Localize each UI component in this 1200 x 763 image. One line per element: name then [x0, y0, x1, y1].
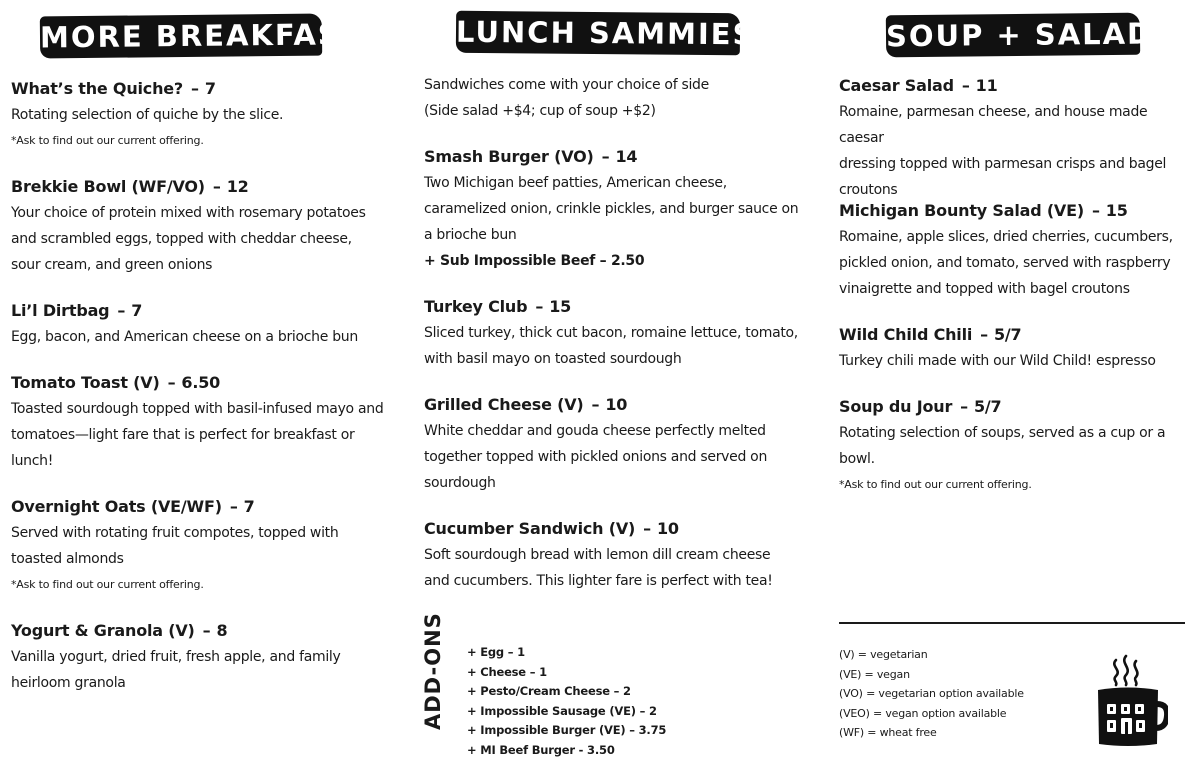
menu-item-brekkie-bowl	[11, 174, 391, 278]
item-name: Turkey Club	[424, 297, 528, 316]
item-description: Sliced turkey, thick cut bacon, romaine lettuce, tomato,	[424, 325, 798, 341]
addon-item: + Egg – 1	[467, 645, 525, 659]
menu-item-soup-du-jour	[839, 394, 1189, 493]
soup-salad-heading: SOUP + SALAD	[886, 13, 1140, 58]
item-name: Grilled Cheese (V)	[424, 395, 584, 414]
item-title: Caesar Salad – 11	[839, 76, 998, 95]
item-description: Rotating selection of soups, served as a cup or a bowl.	[839, 425, 1166, 467]
item-price: 6.50	[181, 373, 221, 392]
item-price: 7	[204, 79, 216, 98]
item-description: and scrambled eggs, topped with cheddar cheese,	[11, 231, 352, 247]
item-description: and cucumbers. This lighter fare is perfect with tea!	[424, 573, 773, 589]
item-price: 7	[243, 497, 255, 516]
item-note: *Ask to find out our current offering.	[839, 478, 1032, 491]
legend-entry: (VEO) = vegan option available	[839, 706, 1007, 720]
item-description: lunch!	[11, 453, 54, 469]
item-title: Grilled Cheese (V) – 10	[424, 395, 628, 414]
item-description: White cheddar and gouda cheese perfectly melted	[424, 423, 766, 439]
item-price: 11	[975, 76, 998, 95]
item-title: Yogurt & Granola (V) – 8	[11, 621, 228, 640]
item-name: Yogurt & Granola (V)	[11, 621, 195, 640]
item-description: heirloom granola	[11, 675, 126, 691]
addon-item: + Impossible Sausage (VE) – 2	[467, 703, 657, 718]
item-description: toasted almonds	[11, 551, 124, 567]
menu-item-quiche	[11, 76, 391, 149]
menu-item-turkey-club	[424, 294, 804, 372]
lunch-intro	[424, 72, 804, 124]
menu-item-smash-burger	[424, 144, 804, 274]
addon-item: + Impossible Burger (VE) – 3.75	[467, 723, 667, 738]
item-description: Toasted sourdough topped with basil-infused mayo and	[11, 401, 384, 417]
menu-item-caesar-salad	[839, 73, 1189, 203]
item-name: Tomato Toast (V)	[11, 373, 160, 392]
item-title: Brekkie Bowl (WF/VO) – 12	[11, 177, 249, 196]
breakfast-heading: MORE BREAKFAST	[40, 14, 322, 59]
addon-item: + Cheese – 1	[467, 664, 547, 679]
item-name: Smash Burger (VO)	[424, 147, 594, 166]
item-name: Caesar Salad	[839, 76, 954, 95]
item-description: vinaigrette and topped with bagel croutons	[839, 281, 1130, 297]
coffee-mug-icon	[1088, 654, 1168, 750]
menu-item-cucumber-sandwich	[424, 516, 804, 594]
item-title: Smash Burger (VO) – 14	[424, 147, 638, 166]
item-description: a brioche bun	[424, 227, 517, 243]
item-title: Cucumber Sandwich (V) – 10	[424, 519, 679, 538]
menu-item-michigan-bounty-salad	[839, 198, 1189, 302]
item-name: Cucumber Sandwich (V)	[424, 519, 636, 538]
item-price: 10	[656, 519, 679, 538]
item-name: Li’l Dirtbag	[11, 301, 110, 320]
item-title: Michigan Bounty Salad (VE) – 15	[839, 201, 1128, 220]
item-description: Rotating selection of quiche by the slice.	[11, 107, 284, 123]
item-name: Soup du Jour	[839, 397, 953, 416]
item-title: Overnight Oats (VE/WF) – 7	[11, 497, 255, 516]
legend-entry: (VO) = vegetarian option available	[839, 687, 1024, 700]
menu-item-tomato-toast	[11, 370, 391, 474]
item-name: What’s the Quiche?	[11, 79, 184, 98]
item-description: Served with rotating fruit compotes, topped with	[11, 525, 339, 541]
item-name: Wild Child Chili	[839, 325, 973, 344]
item-price: 5/7	[973, 397, 1002, 416]
item-description: caramelized onion, crinkle pickles, and burger sauce on	[424, 201, 799, 217]
addon-item: + MI Beef Burger - 3.50	[467, 742, 615, 757]
item-description: Egg, bacon, and American cheese on a brioche bun	[11, 329, 358, 345]
addons-list	[467, 643, 767, 761]
item-name: Brekkie Bowl (WF/VO)	[11, 177, 205, 196]
item-description: dressing topped with parmesan crisps and bagel	[839, 156, 1167, 172]
item-title: Tomato Toast (V) – 6.50	[11, 373, 221, 392]
lunch-heading: LUNCH SAMMIES	[456, 11, 740, 55]
item-description: Romaine, apple slices, dried cherries, cucumbers,	[839, 229, 1173, 245]
item-title: Turkey Club – 15	[424, 297, 572, 316]
addons-label: ADD-ONS	[421, 612, 445, 730]
item-price: 15	[549, 297, 572, 316]
item-description: Soft sourdough bread with lemon dill cream cheese	[424, 547, 771, 563]
item-price: 7	[131, 301, 143, 320]
menu-item-overnight-oats	[11, 494, 391, 593]
item-price: 8	[216, 621, 228, 640]
addon-item: + Pesto/Cream Cheese – 2	[467, 684, 631, 699]
item-price: 10	[605, 395, 628, 414]
item-description: tomatoes—light fare that is perfect for breakfast or	[11, 427, 355, 443]
item-description: pickled onion, and tomato, served with raspberry	[839, 255, 1171, 271]
item-description: Two Michigan beef patties, American cheese,	[424, 175, 727, 191]
item-extra: + Sub Impossible Beef – 2.50	[424, 253, 645, 269]
item-price: 15	[1105, 201, 1128, 220]
intro-line: (Side salad +$4; cup of soup +$2)	[424, 103, 656, 119]
dietary-legend	[839, 645, 1079, 743]
legend-entry: (WF) = wheat free	[839, 726, 937, 739]
item-title: What’s the Quiche? – 7	[11, 79, 216, 98]
item-title: Li’l Dirtbag – 7	[11, 301, 143, 320]
item-description: Turkey chili made with our Wild Child! espresso	[839, 353, 1156, 369]
item-description: Vanilla yogurt, dried fruit, fresh apple, and family	[11, 649, 341, 665]
menu-item-wild-child-chili	[839, 322, 1189, 374]
divider	[839, 622, 1185, 624]
item-description: together topped with pickled onions and served on	[424, 449, 768, 465]
menu-item-yogurt-granola	[11, 618, 391, 696]
item-name: Michigan Bounty Salad (VE)	[839, 201, 1084, 220]
item-description: Your choice of protein mixed with rosemary potatoes	[11, 205, 366, 221]
item-price: 12	[226, 177, 249, 196]
item-description: croutons	[839, 182, 898, 198]
item-note: *Ask to find out our current offering.	[11, 134, 204, 147]
item-description: sour cream, and green onions	[11, 257, 213, 273]
item-price: 5/7	[993, 325, 1022, 344]
item-description: with basil mayo on toasted sourdough	[424, 351, 682, 367]
legend-entry: (VE) = vegan	[839, 667, 910, 681]
item-title: Soup du Jour – 5/7	[839, 397, 1002, 416]
item-description: sourdough	[424, 475, 496, 491]
item-description: Romaine, parmesan cheese, and house made caesar	[839, 104, 1148, 146]
item-name: Overnight Oats (VE/WF)	[11, 497, 222, 516]
legend-entry: (V) = vegetarian	[839, 648, 928, 661]
item-price: 14	[615, 147, 638, 166]
menu-item-grilled-cheese	[424, 392, 804, 496]
menu-item-lil-dirtbag	[11, 298, 391, 350]
item-title: Wild Child Chili – 5/7	[839, 325, 1022, 344]
intro-line: Sandwiches come with your choice of side	[424, 77, 709, 93]
item-note: *Ask to find out our current offering.	[11, 578, 204, 591]
